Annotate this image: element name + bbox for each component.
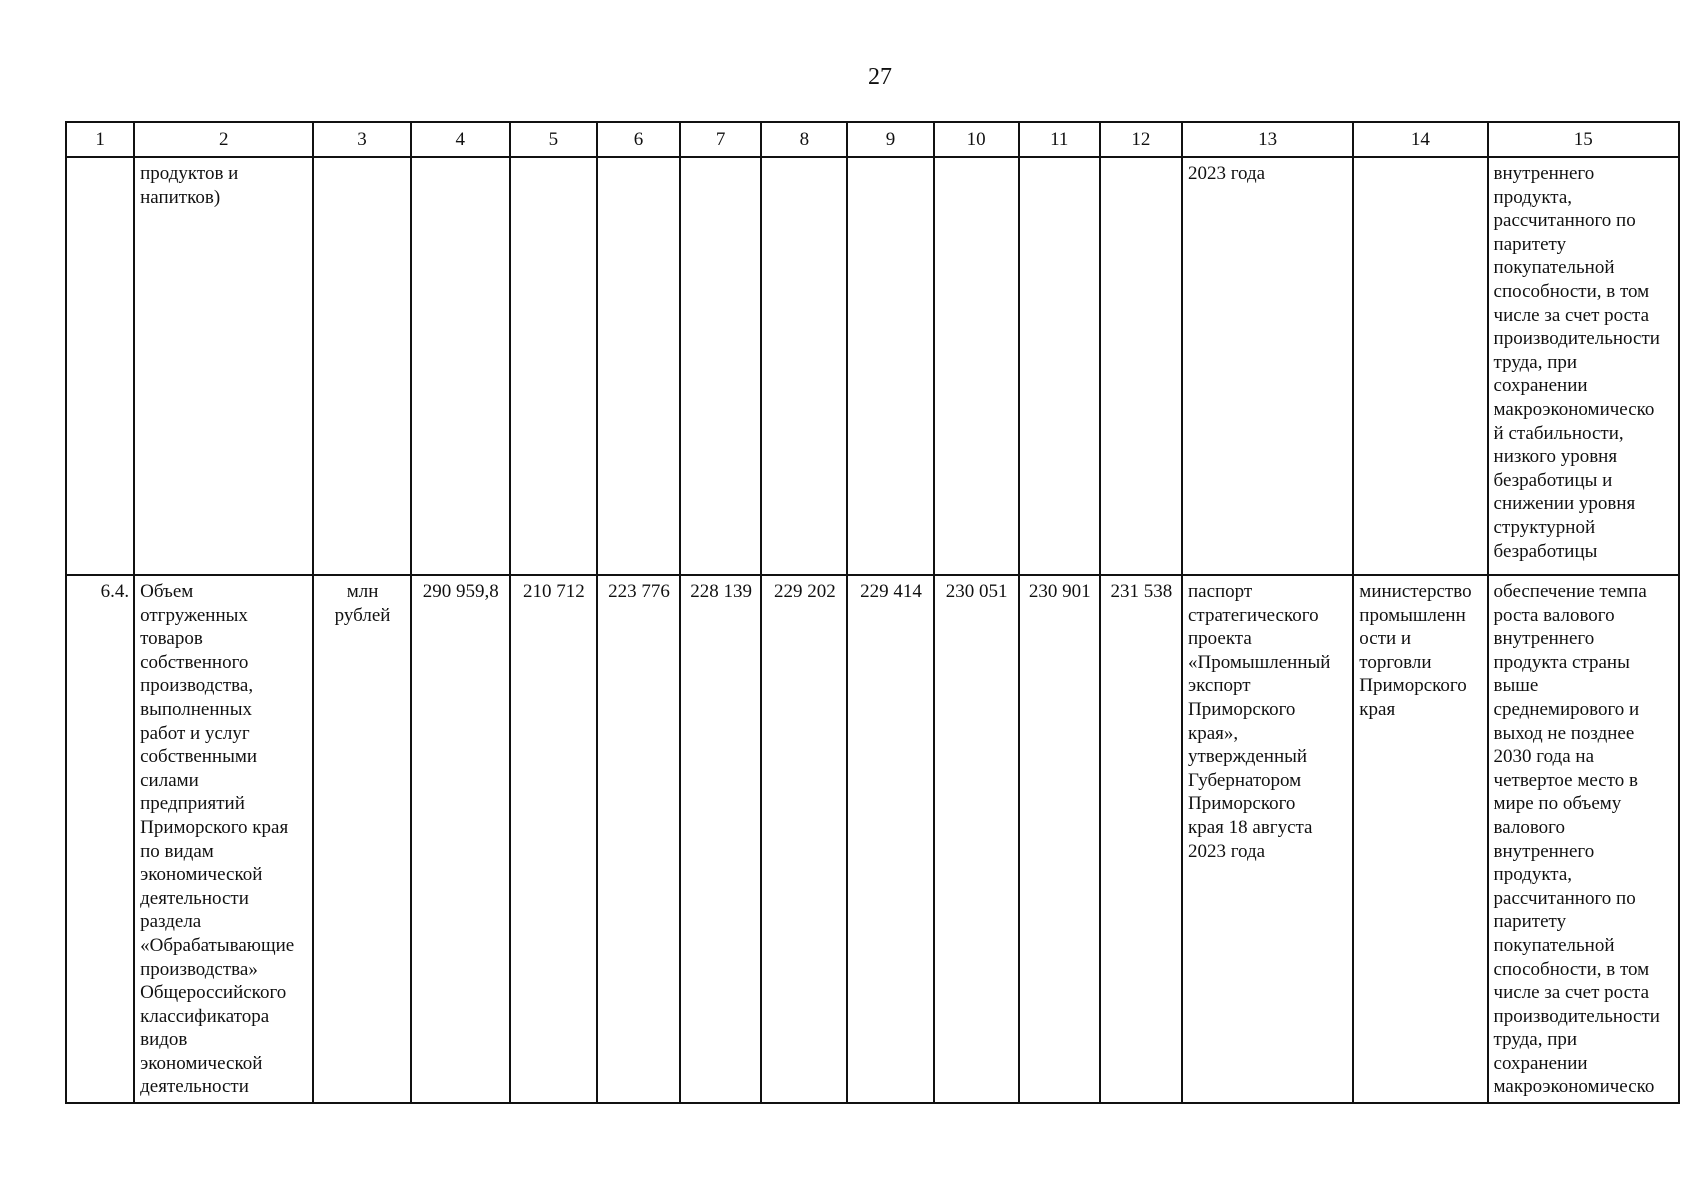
indicator-name-cell: продуктов и напитков) (134, 157, 313, 575)
value-cell-col5: 210 712 (510, 575, 597, 1103)
column-header-3: 3 (313, 122, 410, 157)
value-cell-col10 (934, 157, 1019, 575)
value-cell-col6 (597, 157, 680, 575)
column-header-1: 1 (66, 122, 134, 157)
column-header-2: 2 (134, 122, 313, 157)
column-header-5: 5 (510, 122, 597, 157)
column-header-11: 11 (1019, 122, 1100, 157)
column-header-9: 9 (847, 122, 933, 157)
table-row (66, 157, 1679, 575)
column-header-15: 15 (1488, 122, 1679, 157)
value-cell-col9 (847, 157, 933, 575)
goal-link-cell: обеспечение темпа роста валового внутреннего продукта страны выше среднемирового и выход не позднее 2030 года на четвертое место в мире по объему валового внутреннего продукта, рассчитанного по паритету покупательной способности, в том числе за счет роста производительности труда, при сохранении макроэкономическо (1488, 575, 1679, 1103)
column-header-8: 8 (761, 122, 847, 157)
value-cell-col12: 231 538 (1100, 575, 1182, 1103)
table-row (66, 575, 1679, 1103)
responsible-body-cell: министерство промышленн ости и торговли Приморского края (1353, 575, 1487, 1103)
column-header-4: 4 (411, 122, 510, 157)
source-document-cell: паспорт стратегического проекта «Промышленный экспорт Приморского края», утвержденный Губернатором Приморского края 18 августа 2023 года (1182, 575, 1353, 1103)
value-cell-col12 (1100, 157, 1182, 575)
value-cell-col4: 290 959,8 (411, 575, 510, 1103)
value-cell-col4 (411, 157, 510, 575)
column-header-6: 6 (597, 122, 680, 157)
page-number: 27 (868, 64, 892, 90)
row-number-cell (66, 157, 134, 575)
row-number-cell: 6.4. (66, 575, 134, 1103)
indicator-name-cell: Объем отгруженных товаров собственного производства, выполненных работ и услуг собственными силами предприятий Приморского края по видам экономической деятельности раздела «Обрабатывающие производства» Общероссийского классификатора видов экономической деятельности (134, 575, 313, 1103)
column-header-14: 14 (1353, 122, 1487, 157)
value-cell-col7 (680, 157, 761, 575)
indicators-table (65, 121, 1680, 1104)
value-cell-col8: 229 202 (761, 575, 847, 1103)
value-cell-col5 (510, 157, 597, 575)
value-cell-col6: 223 776 (597, 575, 680, 1103)
column-header-10: 10 (934, 122, 1019, 157)
responsible-body-cell (1353, 157, 1487, 575)
unit-cell (313, 157, 410, 575)
column-header-13: 13 (1182, 122, 1353, 157)
source-document-cell: 2023 года (1182, 157, 1353, 575)
goal-link-cell: внутреннего продукта, рассчитанного по паритету покупательной способности, в том числе за счет роста производительности труда, при сохранении макроэкономическо й стабильности, низкого уровня безработицы и снижении уровня структурной безработицы (1488, 157, 1679, 575)
value-cell-col8 (761, 157, 847, 575)
header-row (66, 122, 1679, 157)
value-cell-col10: 230 051 (934, 575, 1019, 1103)
value-cell-col11: 230 901 (1019, 575, 1100, 1103)
value-cell-col7: 228 139 (680, 575, 761, 1103)
value-cell-col9: 229 414 (847, 575, 933, 1103)
column-header-7: 7 (680, 122, 761, 157)
column-header-12: 12 (1100, 122, 1182, 157)
unit-cell: млн рублей (313, 575, 410, 1103)
value-cell-col11 (1019, 157, 1100, 575)
